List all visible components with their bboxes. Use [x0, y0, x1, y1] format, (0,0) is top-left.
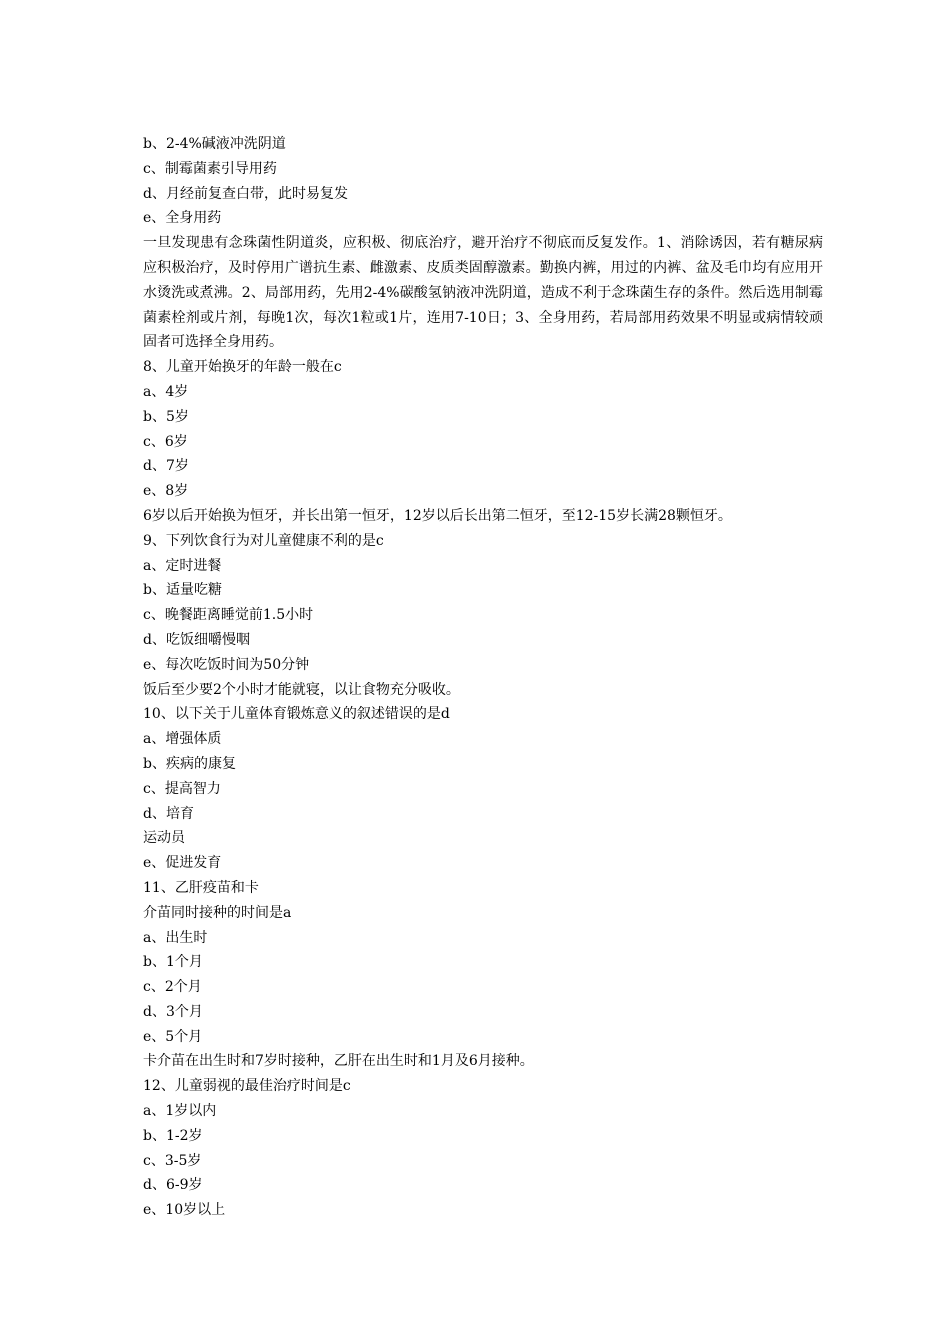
q8-option-a: a、4岁	[143, 383, 189, 400]
question-10: 10、以下关于儿童体育锻炼意义的叙述错误的是d	[143, 706, 450, 723]
q10-option-b: b、疾病的康复	[143, 755, 236, 772]
q8-option-c: c、6岁	[143, 433, 188, 450]
q12-option-d: d、6-9岁	[143, 1177, 203, 1194]
q9-explanation: 饭后至少要2个小时才能就寝，以让食物充分吸收。	[143, 681, 460, 698]
q11-explanation: 卡介苗在出生时和7岁时接种，乙肝在出生时和1月及6月接种。	[143, 1053, 534, 1070]
q10-option-a: a、增强体质	[143, 731, 222, 748]
option-e-systemic: e、全身用药	[143, 210, 222, 227]
q11-option-b: b、1个月	[143, 954, 203, 971]
q9-option-c: c、晚餐距离睡觉前1.5小时	[143, 607, 314, 624]
question-9: 9、下列饮食行为对儿童健康不利的是c	[143, 532, 384, 549]
q9-option-b: b、适量吃糖	[143, 582, 222, 599]
q9-option-a: a、定时进餐	[143, 557, 222, 574]
q12-option-a: a、1岁以内	[143, 1103, 217, 1120]
option-b-alkaline-wash: b、2-4%碱液冲洗阴道	[143, 136, 286, 152]
q11-option-e: e、5个月	[143, 1028, 203, 1045]
question-11-continued: 介苗同时接种的时间是a	[143, 904, 292, 921]
q9-option-d: d、吃饭细嚼慢咽	[143, 631, 250, 648]
option-d-recheck: d、月经前复查白带，此时易复发	[143, 185, 348, 202]
q9-option-e: e、每次吃饭时间为50分钟	[143, 656, 310, 673]
q8-explanation: 6岁以后开始换为恒牙，并长出第一恒牙，12岁以后长出第二恒牙，至12-15岁长满28颗恒牙。	[143, 507, 732, 524]
option-c-nystatin: c、制霉菌素引导用药	[143, 160, 277, 177]
q10-option-d-continued: 运动员	[143, 830, 185, 847]
q8-option-b: b、5岁	[143, 408, 189, 425]
explanation-candida: 一旦发现患有念珠菌性阴道炎，应积极、彻底治疗，避开治疗不彻底而反复发作。1、消除诱因，若有糖尿病应积极治疗，及时停用广谱抗生素、雌激素、皮质类固醇激素。勤换内裤，用过的内裤、盆及毛巾均有应用开水烫洗或煮沸。2、局部用药，先用2-4%碳酸氢钠液冲洗阴道，造成不利于念珠菌生存的条件。然后选用制霉菌素栓剂或片剂，每晚1次，每次1粒或1片，连用7-10日；3、全身用药，若局部用药效果不明显或病情较顽固者可选择全身用药。	[143, 235, 823, 351]
q8-option-e: e、8岁	[143, 483, 189, 500]
q12-option-b: b、1-2岁	[143, 1127, 203, 1144]
q12-option-e: e、10岁以上	[143, 1202, 226, 1219]
q11-option-c: c、2个月	[143, 979, 202, 996]
question-11: 11、乙肝疫苗和卡	[143, 879, 259, 896]
q12-option-c: c、3-5岁	[143, 1152, 202, 1169]
question-12: 12、儿童弱视的最佳治疗时间是c	[143, 1078, 351, 1095]
question-8: 8、儿童开始换牙的年龄一般在c	[143, 359, 342, 376]
q8-option-d: d、7岁	[143, 458, 189, 475]
q11-option-d: d、3个月	[143, 1003, 203, 1020]
q10-option-c: c、提高智力	[143, 780, 221, 797]
q11-option-a: a、出生时	[143, 929, 208, 946]
q10-option-e: e、促进发育	[143, 855, 222, 872]
q10-option-d: d、培育	[143, 805, 194, 822]
document-body	[143, 132, 823, 1223]
